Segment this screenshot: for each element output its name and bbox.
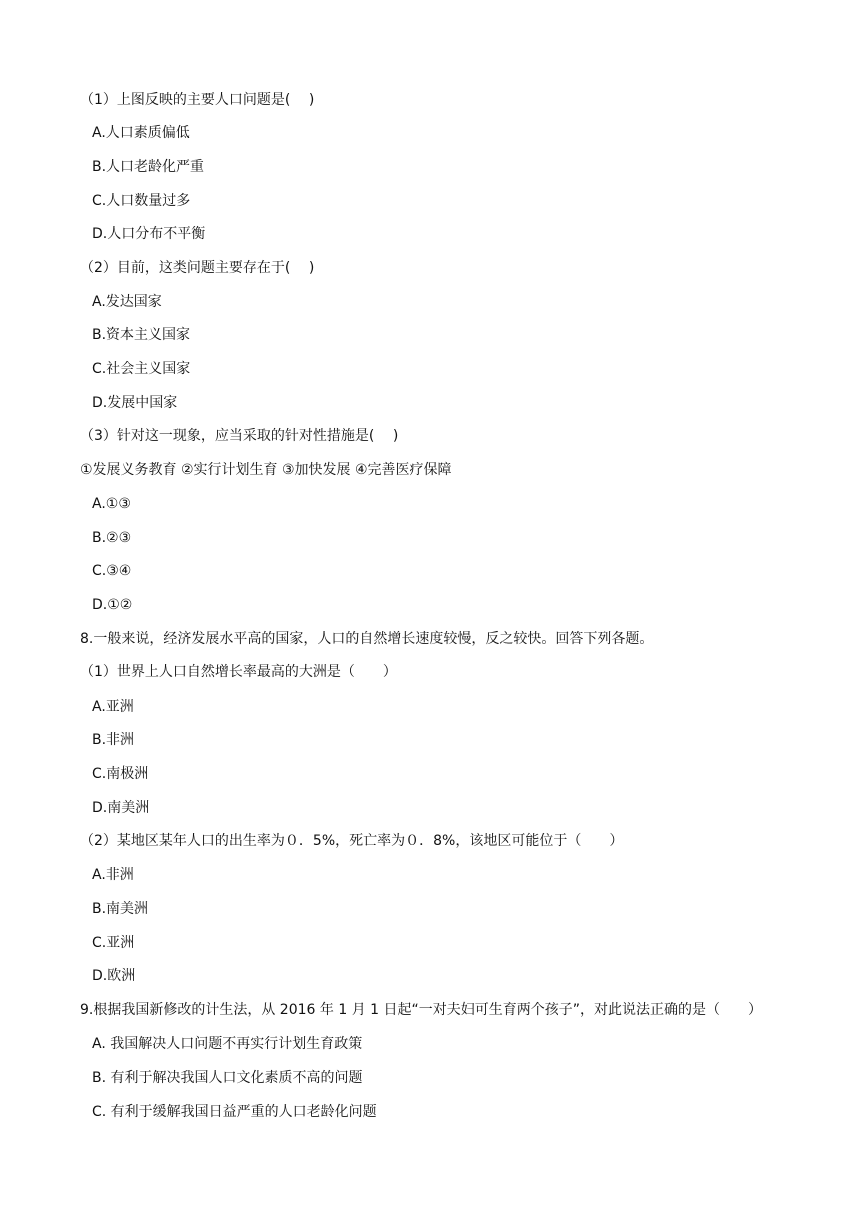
- q7-part1-option-a: A.人口素质偏低: [92, 125, 190, 141]
- q7-part2-option-a: A.发达国家: [92, 294, 162, 310]
- q8-part1-option-b: B.非洲: [92, 732, 135, 748]
- q7-part2-option-c: C.社会主义国家: [92, 361, 191, 377]
- q7-part3-measures: ①发展义务教育 ②实行计划生育 ③加快发展 ④完善医疗保障: [80, 462, 452, 478]
- q8-part2-option-c: C.亚洲: [92, 935, 135, 951]
- q7-part1-prompt: （1）上图反映的主要人口问题是( ): [80, 92, 315, 108]
- q7-part2-option-d: D.发展中国家: [92, 395, 178, 411]
- q8-part1-option-c: C.南极洲: [92, 766, 149, 782]
- q9-option-c: C. 有利于缓解我国日益严重的人口老龄化问题: [92, 1104, 377, 1120]
- q9-stem: 9.根据我国新修改的计生法，从 2016 年 1 月 1 日起“一对夫妇可生育两个孩子”，对此说法正确的是（ ）: [80, 1002, 763, 1018]
- q8-part1-prompt: （1）世界上人口自然增长率最高的大洲是（ ）: [80, 664, 397, 680]
- q8-part2-option-a: A.非洲: [92, 867, 134, 883]
- q7-part3-option-d: D.①②: [92, 597, 133, 613]
- q8-part2-option-d: D.欧洲: [92, 968, 136, 984]
- q7-part1-option-d: D.人口分布不平衡: [92, 226, 206, 242]
- q8-part2-prompt: （2）某地区某年人口的出生率为０．5%，死亡率为０．8%，该地区可能位于（ ）: [80, 833, 624, 849]
- q7-part3-option-b: B.②③: [92, 530, 132, 546]
- q8-stem: 8.一般来说，经济发展水平高的国家，人口的自然增长速度较慢，反之较快。回答下列各题。: [80, 631, 654, 647]
- q7-part1-option-c: C.人口数量过多: [92, 193, 191, 209]
- q9-option-a: A. 我国解决人口问题不再实行计划生育政策: [92, 1036, 363, 1052]
- q8-part2-option-b: B.南美洲: [92, 901, 149, 917]
- q7-part3-option-c: C.③④: [92, 563, 132, 579]
- q7-part3-prompt: （3）针对这一现象，应当采取的针对性措施是( ): [80, 428, 399, 444]
- q7-part2-option-b: B.资本主义国家: [92, 327, 191, 343]
- q9-option-b: B. 有利于解决我国人口文化素质不高的问题: [92, 1070, 363, 1086]
- q8-part1-option-a: A.亚洲: [92, 699, 134, 715]
- q7-part1-option-b: B.人口老龄化严重: [92, 159, 205, 175]
- q7-part2-prompt: （2）目前，这类问题主要存在于( ): [80, 260, 315, 276]
- q8-part1-option-d: D.南美洲: [92, 800, 150, 816]
- q7-part3-option-a: A.①③: [92, 496, 131, 512]
